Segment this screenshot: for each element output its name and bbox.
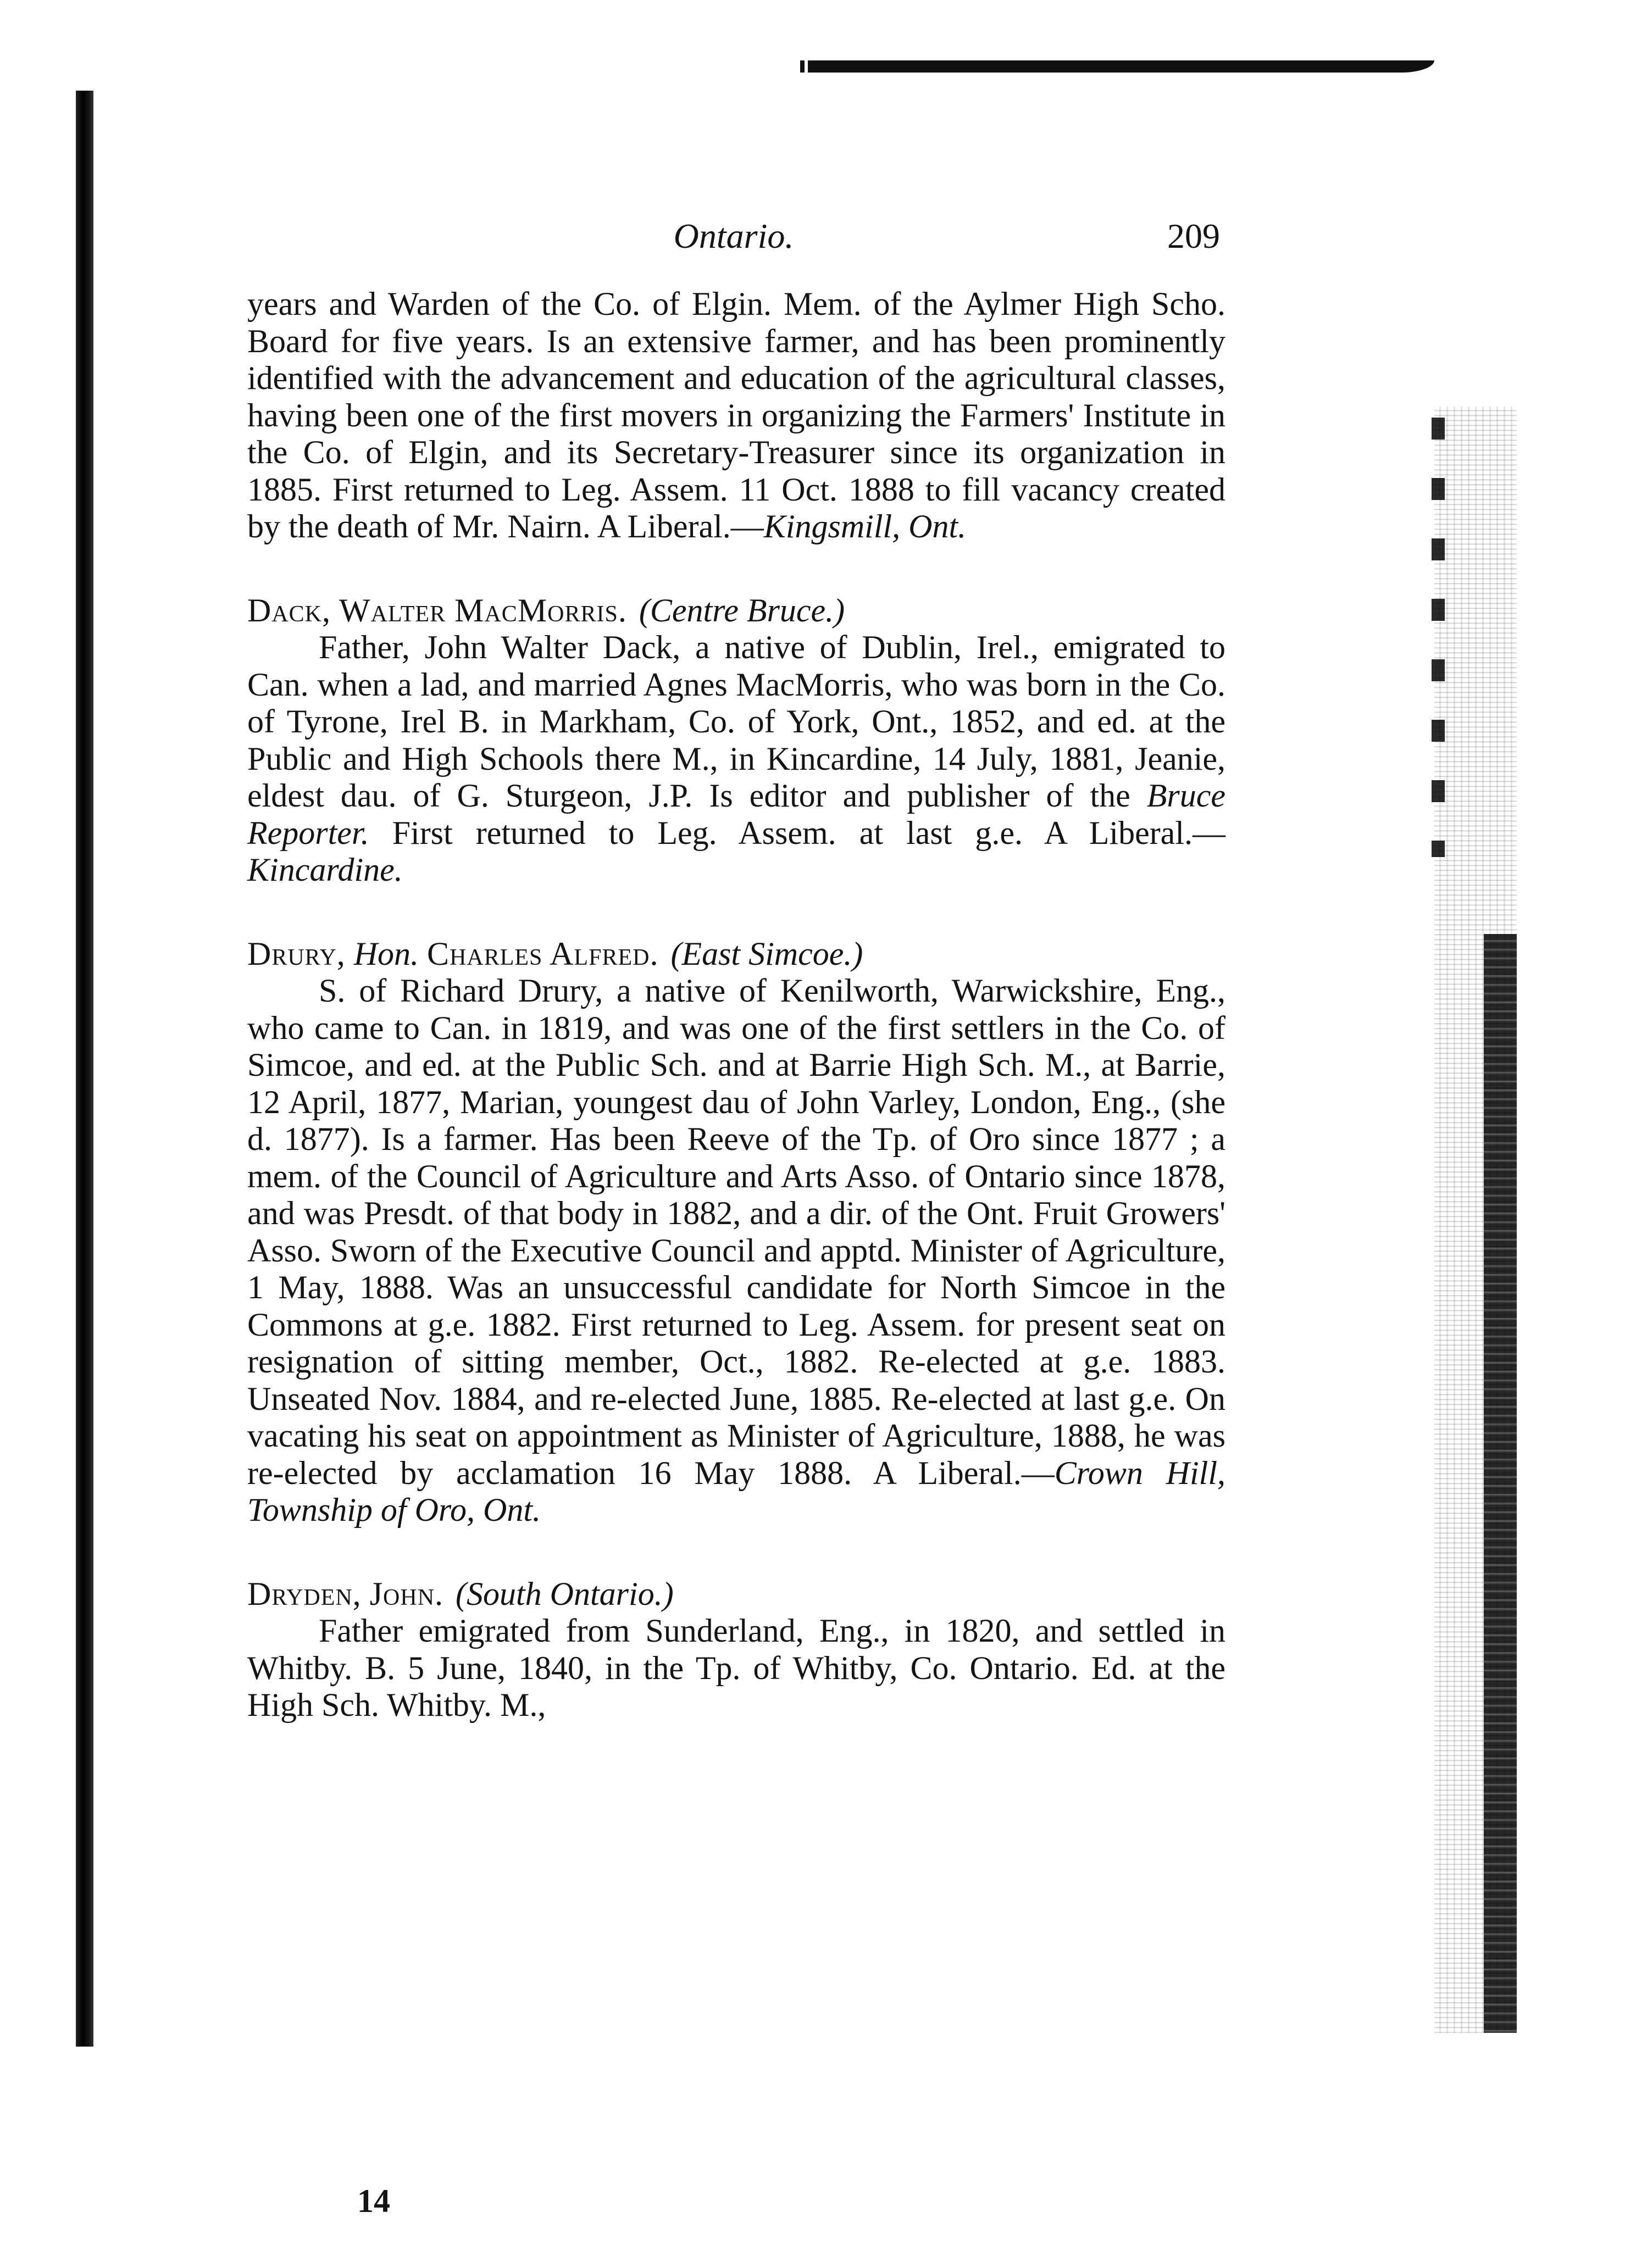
entry-dack [247, 592, 1225, 889]
entry-address: Crown Hill, Township of Oro, Ont. [247, 1454, 1225, 1528]
entry-riding: (East Simcoe.) [670, 935, 863, 972]
entry-body [247, 1613, 1225, 1724]
entry-heading [247, 592, 1225, 630]
scan-artifact-right-ticks [1432, 418, 1445, 857]
entry-body-text: Father emigrated from Sunderland, Eng., in 1820, and settled in Whitby. B. 5 June, 1840, in the Tp. of Whitby, Co. Ontario. Ed. at the High Sch. Whitby. M., [247, 1613, 1225, 1723]
entry-body-text: S. of Richard Drury, a native of Kenilworth, Warwickshire, Eng., who came to Can. in 1819, and was one of the first settlers in the Co. of Simcoe, and ed. at the Public Sch. and at Barrie High Sch. M., at Barrie, 12 April, 1877, Marian, youngest dau of John Varley, London, Eng., (she d. 1877). Is a farmer. Has been Reeve of the Tp. of Oro since 1877 ; a mem. of the Council of Agriculture and Arts Asso. of Ontario since 1878, and was Presdt. of that body in 1882, and a dir. of the Ont. Fruit Growers' Asso. Sworn of the Executive Council and apptd. Minister of Agriculture, 1 May, 1888. Was an unsuccessful candidate for North Simcoe in the Commons at g.e. 1882. First returned to Leg. Assem. for present seat on resignation of sitting member, Oct., 1882. Re-elected at g.e. 1883. Unseated Nov. 1884, and re-elected June, 1885. Re-elected at last g.e. On vacating his seat on appointment as Minister of Agriculture, 1888, he was re-elected by acclamation 16 May 1888. A Liberal.— [247, 972, 1225, 1491]
entry-body-text: Father, John Walter Dack, a native of Dublin, Irel., emigrated to Can. when a lad, and married Agnes MacMorris, who was born in the Co. of Tyrone, Irel B. in Markham, Co. of York, Ont., 1852, and ed. at the Public and High Schools there M., in Kincardine, 14 July, 1881, Jeanie, eldest dau. of G. Sturgeon, J.P. Is editor and publisher of the [247, 629, 1225, 814]
entry-body [247, 629, 1225, 889]
running-head [247, 212, 1220, 261]
scan-artifact-top-rule [808, 60, 1434, 73]
continuation-paragraph [247, 286, 1225, 546]
entry-address: Kincardine. [247, 852, 403, 888]
entry-riding: (Centre Bruce.) [639, 592, 845, 629]
continuation-text: years and Warden of the Co. of Elgin. Mem. of the Aylmer High Scho. Board for five years. Is an extensive farmer, and has been prominently identified with the advancement and education of the agricultural classes, having been one of the first movers in organizing the Farmers' Institute in the Co. of Elgin, and its Secretary-Treasurer since its organization in 1885. First returned to Leg. Assem. 11 Oct. 1888 to fill vacancy created by the death of Mr. Nairn. A Liberal.— [247, 286, 1225, 544]
running-title: Ontario. [673, 216, 794, 255]
newspaper-title: Bruce Reporter. [247, 777, 1225, 851]
text-block [247, 286, 1225, 1724]
signature-mark: 14 [357, 2183, 390, 2219]
scan-artifact-left-binding-shadow [76, 91, 93, 2047]
page-number: 209 [1167, 216, 1220, 255]
scan-artifact-right-edge-shadow [1484, 934, 1517, 2033]
entry-riding: (South Ontario.) [456, 1575, 674, 1612]
entry-surname: Drury, [247, 935, 346, 972]
entry-surname: Dryden, [247, 1575, 362, 1612]
entry-body-text: First returned to Leg. Assem. at last g.e. A Liberal.— [369, 814, 1225, 851]
entry-drury [247, 936, 1225, 1529]
entry-given-names: John. [369, 1575, 444, 1612]
entry-given-names: Walter MacMorris. [339, 592, 627, 629]
entry-body [247, 972, 1225, 1529]
entry-surname: Dack, [247, 592, 331, 629]
entry-honorific: Hon. [353, 935, 419, 972]
continuation-address: Kingsmill, Ont. [763, 508, 967, 544]
entry-heading [247, 1576, 1225, 1613]
entry-heading [247, 936, 1225, 973]
entry-given-names: Charles Alfred. [427, 935, 659, 972]
entry-dryden [247, 1576, 1225, 1724]
